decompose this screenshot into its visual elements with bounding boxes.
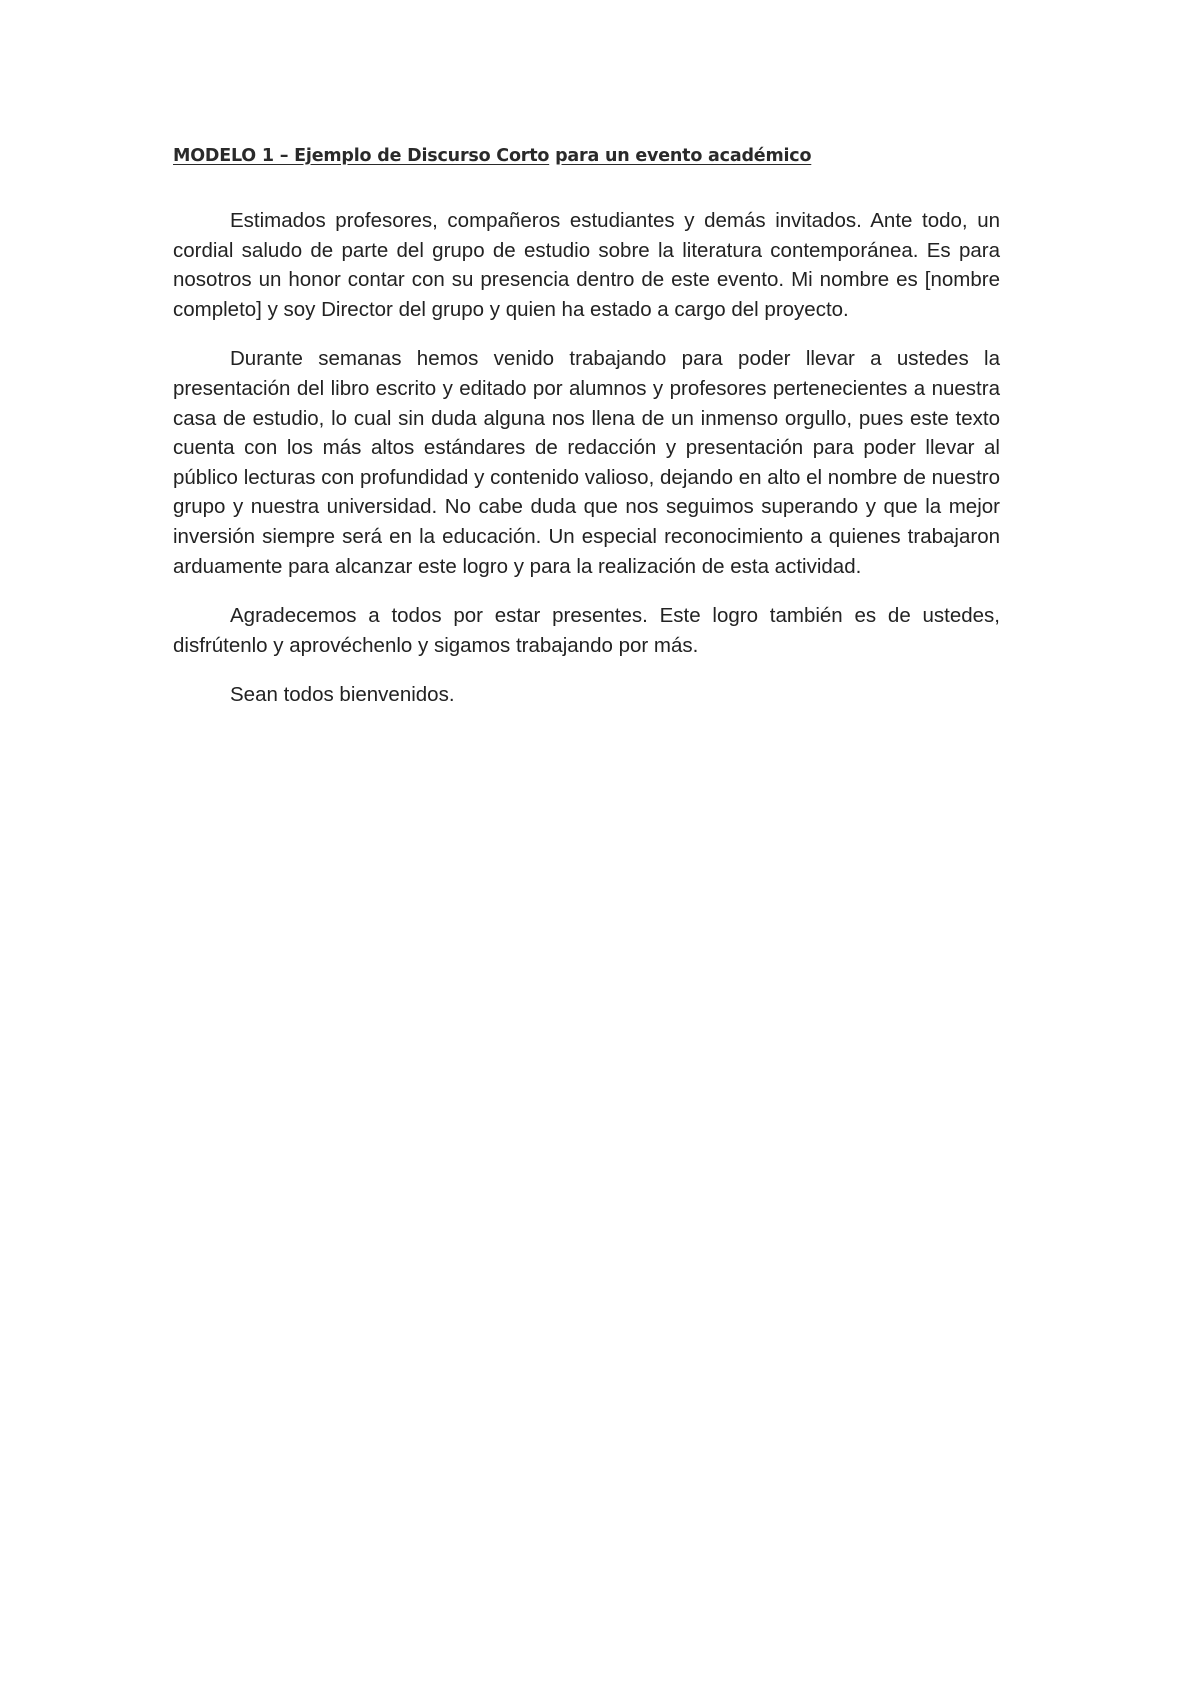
paragraph-thanks: Agradecemos a todos por estar presentes. Este logro también es de ustedes, disfrútenlo y aprovéchenlo y sigamos trabajando por más. xyxy=(173,604,1000,657)
title-main: MODELO 1 – Ejemplo de Discurso Corto xyxy=(173,146,550,166)
paragraph-presentation: Durante semanas hemos venido trabajando para poder llevar a ustedes la presentación del libro escrito y editado por alumnos y profesores pertenecientes a nuestra casa de estudio, lo cual sin duda alguna nos llena de un inmenso orgullo, pues este texto cuenta con los más altos estándares de redacción y presentación para poder llevar al público lecturas con profundidad y contenido valioso, dejando en alto el nombre de nuestro grupo y nuestra universidad. No cabe duda que nos seguimos superando y que la mejor inversión siempre será en la educación. Un especial reconocimiento a quienes trabajaron arduamente para alcanzar este logro y para la realización de esta actividad. xyxy=(173,347,1000,578)
document-title xyxy=(173,142,1000,170)
title-subtitle: para un evento académico xyxy=(555,146,812,166)
document-body xyxy=(173,142,1000,730)
paragraph-greeting: Estimados profesores, compañeros estudiantes y demás invitados. Ante todo, un cordial saludo de parte del grupo de estudio sobre la literatura contemporánea. Es para nosotros un honor contar con su presencia dentro de este evento. Mi nombre es [nombre completo] y soy Director del grupo y quien ha estado a cargo del proyecto. xyxy=(173,209,1000,321)
paragraph-welcome: Sean todos bienvenidos. xyxy=(230,683,455,707)
